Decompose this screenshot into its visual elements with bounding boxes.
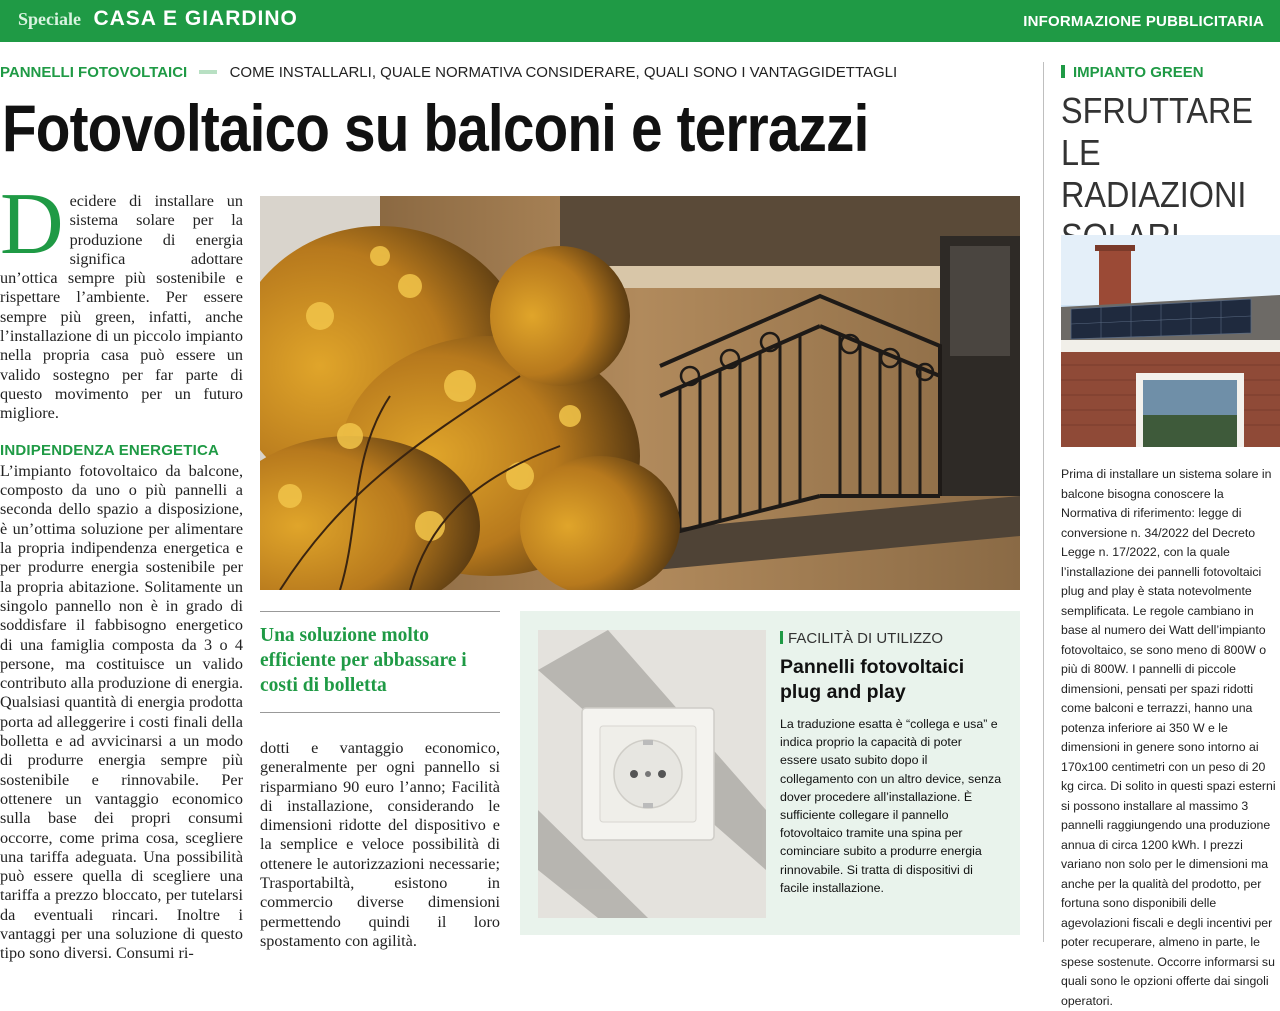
box-kicker-marker (780, 631, 783, 644)
article-column-1 (0, 176, 243, 964)
advertising-notice: INFORMAZIONE PUBBLICITARIA (1023, 13, 1264, 30)
column-divider (1043, 62, 1044, 942)
page-title: Fotovoltaico su balconi e terrazzi (2, 91, 869, 165)
solar-roof-photo (1061, 235, 1280, 447)
solar-roof-illustration (1061, 235, 1280, 447)
section-subtitle: COME INSTALLARLI, QUALE NORMATIVA CONSIDERARE, QUALI SONO I VANTAGGIDETTAGLI (229, 64, 898, 81)
pull-quote: Una soluzione molto efficiente per abbassare i costi di bolletta (260, 625, 467, 696)
article-subhead: INDIPENDENZA ENERGETICA (0, 441, 220, 459)
balcony-illustration (260, 196, 1020, 590)
banner-title-group (18, 7, 298, 31)
sidebar-body: Prima di installare un sistema solare in balcone bisogna conoscere la Normativa di riferimento: legge di conversione n. 34/2022 del Decreto Legge n. 17/2022, con la quale l’installazione dei pannelli fotovoltaici plug and play è stata notevolmente semplificata. Le regole cambiano in base al numero dei Watt dell’impianto fotovoltaico, se sono meno di 800W o più di 800W. I pannelli di piccole dimensioni, pensati per spazi ridotti come balconi e terrazzi, hanno una potenza inferiore ai 350 W e le dimensioni in genere sono intorno ai 170x100 centimetri con un peso di 20 kg circa. Di solito in questi spazi esterni si possono installare al massimo 3 pannelli raggiungendo una produzione annua di circa 1200 kWh. I prezzi variano non solo per le dimensioni ma anche per la qualità del prodotto, per fortuna sono disponibili delle agevolazioni fiscali e degli incentivi per poter recuperare, almeno in parte, le spese sostenute. Occorre informarsi su quali sono le opzioni offerte dai singoli operatori. (1061, 467, 1276, 1008)
article-body-2: dotti e vantaggio economico, generalmente per ogni pannello si risparmiano 90 euro l’anno; Facilità di installazione, considerando le dimensioni ridotte del dispositivo e la semplice e veloce possibilità di ottenere le autorizzazioni necessarie; Trasportabiltà, esistono in commercio diverse dimensioni permettendo quindi il loro spostamento con agilità. (260, 739, 500, 950)
info-box-text (780, 630, 1002, 897)
drop-cap: D (0, 176, 64, 273)
box-title: Pannelli fotovoltaici plug and play (780, 656, 965, 703)
article-column-2 (260, 739, 500, 951)
box-kicker-text: FACILITÀ DI UTILIZZO (788, 630, 944, 647)
box-body: La traduzione esatta è “collega e usa” e indica proprio la capacità di poter essere usato subito dopo il collegamento con un altro device, senza dover procedere all’installazione. È sufficiente collegare il pannello fotovoltaico tramite una spina per cominciare subito a produrre energia rinnovabile. Si tratta di dispositivi di facile installazione. (780, 717, 1002, 895)
sidebar-kicker (1061, 64, 1204, 81)
sidebar-kicker-marker (1061, 65, 1065, 78)
pull-quote-rule-bottom (260, 712, 500, 713)
section-label: PANNELLI FOTOVOLTAICI (0, 64, 188, 81)
banner-title: CASA E GIARDINO (93, 7, 298, 30)
section-row (0, 64, 897, 84)
sidebar-kicker-text: IMPIANTO GREEN (1073, 64, 1204, 81)
sidebar-title: SFRUTTARE LE RADIAZIONI (1061, 90, 1253, 215)
banner-kicker: Speciale (18, 9, 81, 29)
wall-socket-illustration (538, 630, 766, 918)
article-body-1: L’impianto fotovoltaico da balcone, composto da uno o più pannelli a seconda dello spazio a disposizione, è un’ottima soluzione per alimentare la propria indipendenza energetica e per produrre energia sostenibile per la propria abitazione. Solitamente un singolo pannello non è in grado di soddisfare il fabbisogno energetico di una famiglia composta da 3 o 4 persone, ma costituisce un valido contributo alla produzione di energia. Qualsiasi quantità di energia prodotta porta ad alleggerire i costi finali della bolletta e ad avvicinarsi a un modo di produrre energia sempre più sostenibile e rinnovabile. Per ottenere un vantaggio economico sulla base dei propri consumi occorre, come prima cosa, scegliere una tariffa adeguata. Una possibilità può essere quella di scegliere una tariffa a prezzo bloccato, per tutelarsi da eventuali rincari. Inoltre i vantaggi per una soluzione di questo tipo sono diversi. Consumi ri- (0, 461, 243, 963)
pull-quote-rule-top (260, 611, 500, 612)
box-kicker (780, 630, 1002, 647)
balcony-photo (260, 196, 1020, 590)
section-divider (199, 70, 217, 74)
top-banner (0, 0, 1280, 42)
article-intro (0, 176, 243, 424)
intro-text: ecidere di installare un sistema solare per la produzione di energia significa adottare un’ottica sempre più sostenibile e rispettare l’ambiente. Per essere sempre più green, infatti, anche l’installazione di un piccolo impianto nella propria casa può essere un valido sostegno per far parte di questo movimento per un futuro migliore. (0, 192, 243, 423)
socket-photo (538, 630, 766, 918)
